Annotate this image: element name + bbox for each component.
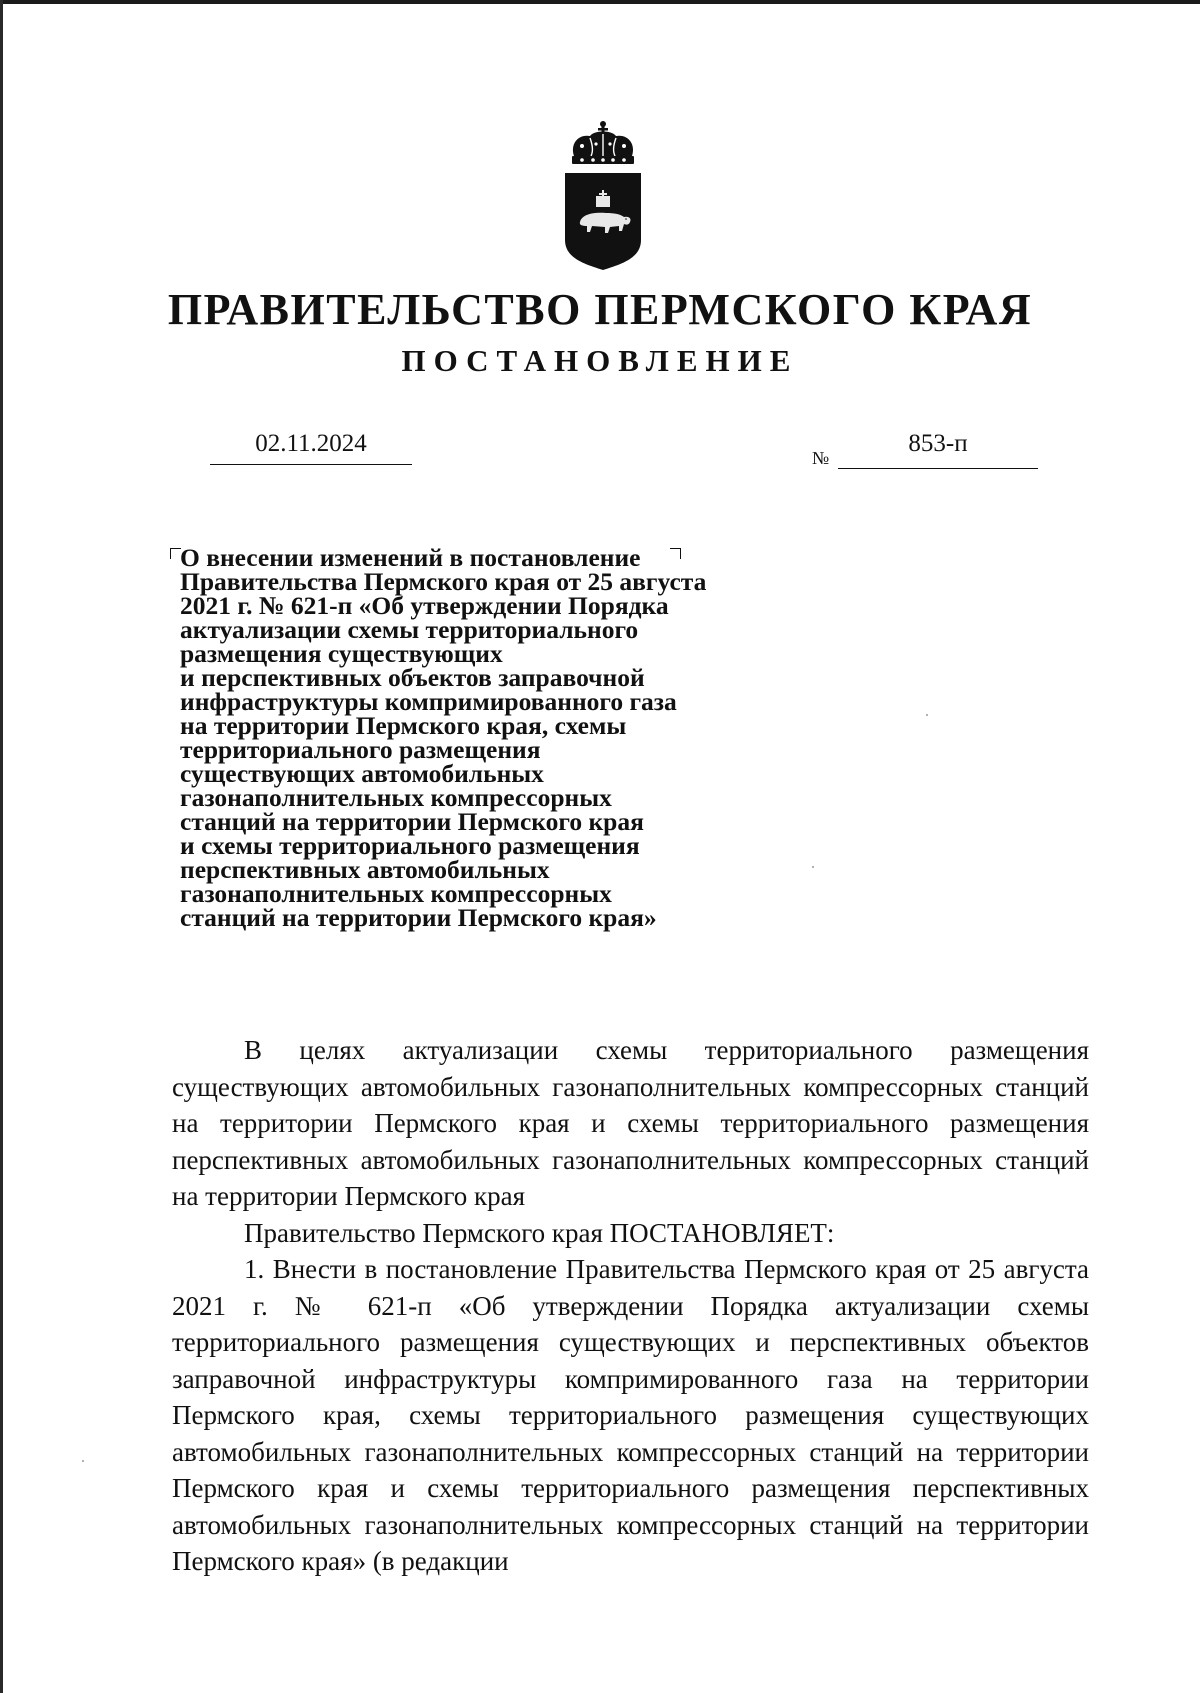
subject-line: перспективных автомобильных	[180, 855, 550, 884]
subject-line: и схемы территориального размещения	[180, 831, 640, 860]
document-type-heading: ПОСТАНОВЛЕНИЕ	[401, 343, 799, 378]
document-date: 02.11.2024	[210, 430, 412, 465]
document-body	[172, 1032, 1089, 1580]
subject-line: и перспективных объектов заправочной	[180, 663, 645, 692]
subject-line: Правительства Пермского края от 25 августа	[180, 567, 707, 596]
crown-icon	[572, 121, 634, 164]
item-1-paragraph: 1. Внести в постановление Правительства Пермского края от 25 августа 2021 г. № 621-п «Об утверждении Порядка актуализации схемы территориального размещения существующих и перспективных объектов заправочной инфраструктуры компримированного газа на территории Пермского края, схемы территориального размещения существующих автомобильных газонаполнительных компрессорных станций на территории Пермского края и схемы территориального размещения перспективных автомобильных газонаполнительных компрессорных станций на территории Пермского края» (в редакции	[172, 1254, 1089, 1576]
subject-line: существующих автомобильных	[180, 759, 544, 788]
document-number: 853-п	[838, 430, 1038, 469]
number-sign-label: №	[812, 448, 830, 468]
subject-line: актуализации схемы территориального	[180, 615, 639, 644]
shield-icon	[565, 173, 641, 270]
organization-title: ПРАВИТЕЛЬСТВО ПЕРМСКОГО КРАЯ	[167, 285, 1033, 334]
subject-line: размещения существующих	[180, 639, 503, 668]
preamble-paragraph: В целях актуализации схемы территориального размещения существующих автомобильных газонаполнительных компрессорных станций на территории Пермского края и схемы территориального размещения перспективных автомобильных газонаполнительных компрессорных станций на территории Пермского края	[172, 1035, 1089, 1211]
scan-speck	[812, 866, 814, 868]
scan-speck	[82, 1460, 84, 1462]
subject-line: газонаполнительных компрессорных	[180, 783, 612, 812]
subject-line: станций на территории Пермского края»	[180, 903, 657, 932]
subject-line: 2021 г. № 621-п «Об утверждении Порядка	[180, 591, 669, 620]
resolution-paragraph: Правительство Пермского края ПОСТАНОВЛЯЕТ:	[244, 1217, 835, 1248]
subject-line: на территории Пермского края, схемы	[180, 711, 627, 740]
scan-speck	[926, 714, 928, 716]
scan-edge-top	[0, 0, 1200, 4]
subject-line: газонаполнительных компрессорных	[180, 879, 612, 908]
scan-edge-left	[0, 0, 3, 1693]
coat-of-arms-emblem	[560, 118, 646, 272]
subject-line: О внесении изменений в постановление	[180, 543, 641, 572]
subject-line: территориального размещения	[180, 735, 541, 764]
document-subject	[180, 543, 780, 932]
subject-line: инфраструктуры компримированного газа	[180, 687, 677, 716]
subject-line: станций на территории Пермского края	[180, 807, 644, 836]
